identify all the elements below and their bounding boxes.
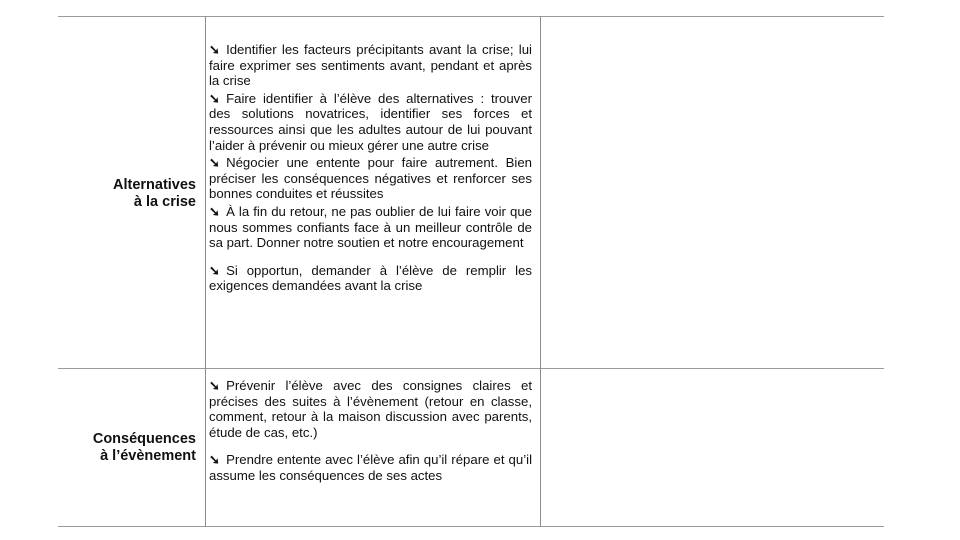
arrow-bullet-icon: ➘ — [209, 203, 221, 219]
table-bottom-border — [58, 526, 884, 527]
list-item — [209, 204, 532, 251]
list-item-text: Prévenir l’élève avec des consignes claires et précises des suites à l’évènement (retour en classe, comment, retour à la maison discussion avec parents, étude de cas, etc.) — [209, 378, 532, 440]
list-item-text: Prendre entente avec l’élève afin qu’il répare et qu’il assume les conséquences de ses actes — [209, 452, 532, 483]
heading-line: Alternatives — [112, 177, 196, 193]
row-heading-consequences — [93, 431, 196, 465]
list-item — [209, 452, 532, 483]
heading-line: à la crise — [133, 194, 196, 210]
heading-line: à l’évènement — [100, 448, 196, 464]
list-item — [209, 155, 532, 202]
heading-line: Conséquences — [92, 431, 196, 447]
list-item — [209, 263, 532, 294]
list-item-text: Faire identifier à l’élève des alternatives : trouver des solutions novatrices, identifier ses forces et ressources ainsi que les adultes autour de lui pouvant l’aider à prévenir ou mieux gérer une autre crise — [209, 90, 532, 153]
row-content-consequences — [209, 378, 532, 486]
list-item — [209, 91, 532, 153]
list-item-text: Si opportun, demander à l’élève de remplir les exigences demandées avant la crise — [209, 262, 532, 294]
arrow-bullet-icon: ➘ — [209, 452, 221, 468]
list-item-text: À la fin du retour, ne pas oublier de lui faire voir que nous sommes confiants face à un meilleur contrôle de sa part. Donner notre soutien et notre encouragement — [209, 203, 532, 251]
arrow-bullet-icon: ➘ — [209, 90, 221, 106]
list-item — [209, 42, 532, 89]
row-content-alternatives — [209, 42, 532, 296]
arrow-bullet-icon: ➘ — [209, 378, 221, 393]
list-item-text: Négocier une entente pour faire autrement. Bien préciser les conséquences négatives et renforcer ses bonnes conduites et réussites — [209, 155, 532, 202]
column-divider-left — [205, 16, 206, 527]
arrow-bullet-icon: ➘ — [209, 262, 221, 278]
list-item — [209, 378, 532, 440]
arrow-bullet-icon: ➘ — [209, 42, 221, 57]
row-divider — [58, 368, 884, 369]
list-item-text: Identifier les facteurs précipitants avant la crise; lui faire exprimer ses sentiments avant, pendant et après la crise — [209, 42, 532, 89]
row-heading-alternatives — [113, 177, 196, 211]
column-divider-right — [540, 16, 541, 527]
table-top-border — [58, 16, 884, 17]
arrow-bullet-icon: ➘ — [209, 155, 221, 171]
